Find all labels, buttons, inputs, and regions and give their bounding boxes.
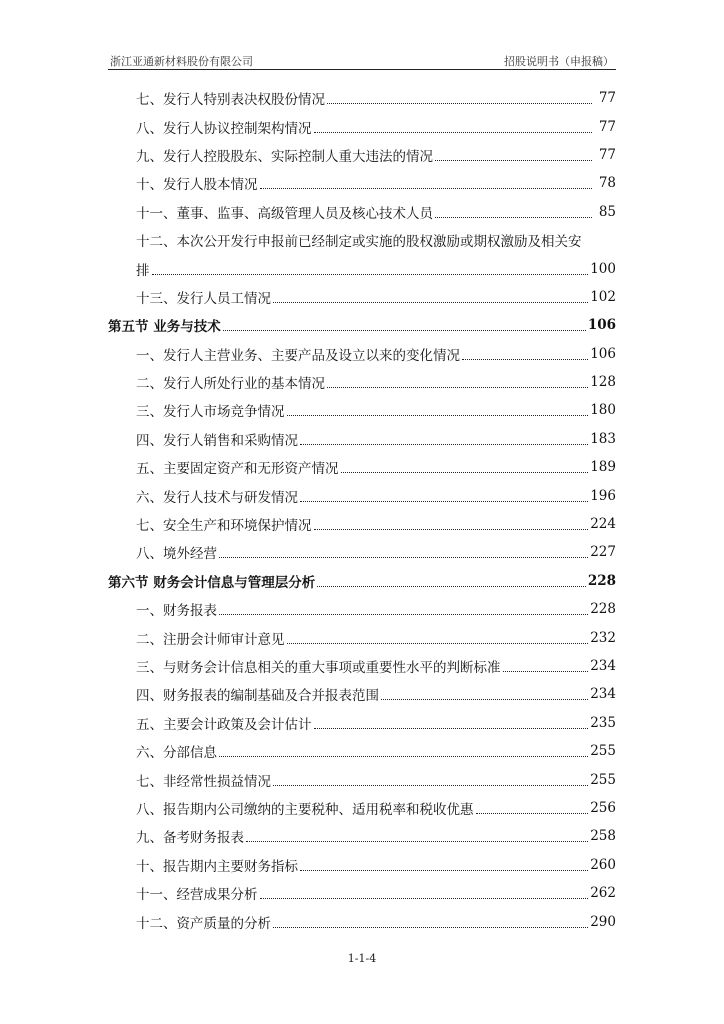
toc-entry-page-number: 290 <box>590 913 616 930</box>
table-of-contents <box>108 84 616 936</box>
toc-entry-title: 三、发行人市场竞争情况 <box>136 404 285 421</box>
toc-dot-leader <box>219 755 588 757</box>
toc-dot-leader <box>300 869 588 871</box>
toc-entry-page-number: 106 <box>587 317 616 334</box>
toc-entry-title: 八、境外经营 <box>136 546 217 563</box>
toc-section-entry[interactable] <box>108 737 616 765</box>
toc-entry-page-number: 260 <box>590 856 616 873</box>
toc-entry-page-number: 224 <box>590 516 616 533</box>
toc-section-entry[interactable] <box>108 226 616 254</box>
toc-entry-page-number: 234 <box>590 686 616 703</box>
toc-dot-leader <box>341 471 589 473</box>
toc-entry-title: 四、财务报表的编制基础及合并报表范围 <box>136 688 379 705</box>
toc-entry-title: 五、主要会计政策及会计估计 <box>136 716 312 733</box>
toc-dot-leader <box>287 642 589 644</box>
header-document-title: 招股说明书（申报稿） <box>504 55 614 68</box>
toc-section-entry[interactable] <box>108 198 616 226</box>
toc-entry-page-number: 227 <box>590 544 616 561</box>
toc-section-entry[interactable] <box>108 283 616 311</box>
header-company-name: 浙江亚通新材料股份有限公司 <box>110 55 253 68</box>
toc-dot-leader <box>260 897 589 899</box>
toc-entry-page-number: 228 <box>587 572 616 589</box>
toc-entry-title: 六、分部信息 <box>136 745 217 762</box>
toc-dot-leader <box>287 414 589 416</box>
toc-entry-title: 八、发行人协议控制架构情况 <box>136 120 312 137</box>
toc-section-entry[interactable] <box>108 879 616 907</box>
toc-entry-title: 十三、发行人员工情况 <box>136 290 271 307</box>
toc-dot-leader <box>260 187 593 189</box>
toc-entry-page-number: 228 <box>590 601 616 618</box>
toc-section-entry[interactable] <box>108 709 616 737</box>
toc-chapter-entry[interactable] <box>108 311 616 339</box>
toc-entry-title: 十、报告期内主要财务指标 <box>136 858 298 875</box>
toc-entry-title: 第五节 业务与技术 <box>108 319 221 336</box>
toc-dot-leader <box>152 273 589 275</box>
toc-entry-title: 第六节 财务会计信息与管理层分析 <box>108 574 316 591</box>
toc-entry-page-number: 234 <box>590 658 616 674</box>
toc-entry-page-number: 256 <box>590 799 616 816</box>
toc-entry-page-number: 85 <box>598 203 616 220</box>
toc-dot-leader <box>219 613 588 615</box>
toc-dot-leader <box>273 301 588 303</box>
toc-dot-leader <box>273 926 588 928</box>
toc-dot-leader <box>435 216 592 218</box>
toc-entry-title: 四、发行人销售和采购情况 <box>136 432 298 449</box>
toc-entry-title: 二、注册会计师审计意见 <box>136 631 285 648</box>
toc-section-entry[interactable] <box>108 510 616 538</box>
toc-section-entry[interactable] <box>108 112 616 140</box>
toc-entry-page-number: 262 <box>590 885 616 902</box>
toc-entry-page-number: 102 <box>590 288 616 305</box>
toc-entry-title: 七、发行人特别表决权股份情况 <box>136 92 325 109</box>
toc-section-entry[interactable] <box>108 368 616 396</box>
toc-entry-page-number: 255 <box>590 743 616 760</box>
toc-entry-title: 六、发行人技术与研发情况 <box>136 489 298 506</box>
toc-entry-page-number: 232 <box>590 629 616 646</box>
toc-dot-leader <box>314 727 589 729</box>
toc-entry-page-number: 106 <box>590 345 616 362</box>
toc-section-entry[interactable] <box>108 141 616 169</box>
toc-entry-page-number: 183 <box>590 430 616 447</box>
page-header <box>108 49 616 70</box>
toc-entry-page-number: 180 <box>590 402 616 419</box>
toc-entry-page-number: 128 <box>590 374 616 391</box>
toc-section-entry[interactable] <box>108 538 616 566</box>
toc-entry-title: 十一、经营成果分析 <box>136 887 258 904</box>
toc-entry-page-number: 77 <box>598 146 616 163</box>
toc-chapter-entry[interactable] <box>108 567 616 595</box>
toc-section-entry[interactable] <box>108 453 616 481</box>
toc-dot-leader <box>317 585 586 587</box>
toc-entry-page-number: 78 <box>598 175 616 192</box>
toc-entry-page-number: 100 <box>590 260 616 277</box>
toc-dot-leader <box>314 528 589 530</box>
toc-section-entry[interactable] <box>108 907 616 935</box>
toc-dot-leader <box>462 358 588 360</box>
toc-entry-title: 一、财务报表 <box>136 603 217 620</box>
toc-entry-title: 排 <box>136 262 150 279</box>
toc-section-entry[interactable] <box>108 680 616 708</box>
toc-entry-title: 九、备考财务报表 <box>136 830 244 847</box>
toc-section-entry[interactable] <box>108 340 616 368</box>
toc-entry-page-number: 77 <box>598 118 616 135</box>
toc-entry-title: 十、发行人股本情况 <box>136 177 258 194</box>
toc-entry-page-number: 235 <box>590 714 616 731</box>
toc-dot-leader <box>300 443 588 445</box>
toc-section-entry[interactable] <box>108 169 616 197</box>
toc-dot-leader <box>273 784 588 786</box>
toc-section-entry[interactable] <box>108 595 616 623</box>
toc-dot-leader <box>327 386 588 388</box>
toc-section-entry[interactable] <box>108 425 616 453</box>
toc-section-entry[interactable] <box>108 851 616 879</box>
toc-section-entry[interactable] <box>108 794 616 822</box>
toc-entry-page-number: 258 <box>590 828 616 845</box>
toc-entry-title: 八、报告期内公司缴纳的主要税种、适用税率和税收优惠 <box>136 801 474 818</box>
toc-section-entry[interactable] <box>108 623 616 651</box>
toc-entry-page-number: 255 <box>590 771 616 788</box>
toc-entry-page-number: 189 <box>590 459 616 476</box>
toc-section-entry[interactable] <box>108 822 616 850</box>
toc-section-entry[interactable] <box>108 765 616 793</box>
toc-entry-title: 十二、资产质量的分析 <box>136 915 271 932</box>
toc-entry-title: 七、非经常性损益情况 <box>136 773 271 790</box>
toc-section-entry[interactable] <box>108 254 616 282</box>
toc-entry-title: 二、发行人所处行业的基本情况 <box>136 376 325 393</box>
toc-section-entry[interactable] <box>108 652 616 680</box>
toc-entry-title: 三、与财务会计信息相关的重大事项或重要性水平的判断标准 <box>136 660 501 676</box>
toc-dot-leader <box>246 840 588 842</box>
toc-dot-leader <box>476 812 589 814</box>
toc-section-entry[interactable] <box>108 481 616 509</box>
toc-dot-leader <box>503 670 589 672</box>
toc-entry-page-number: 77 <box>598 90 616 107</box>
toc-dot-leader <box>381 698 588 700</box>
toc-dot-leader <box>314 131 593 133</box>
toc-dot-leader <box>435 159 592 161</box>
page-number: 1-1-4 <box>347 952 377 965</box>
toc-entry-title: 五、主要固定资产和无形资产情况 <box>136 461 339 478</box>
toc-section-entry[interactable] <box>108 84 616 112</box>
toc-dot-leader <box>300 500 588 502</box>
toc-entry-title: 九、发行人控股股东、实际控制人重大违法的情况 <box>136 148 433 165</box>
toc-dot-leader <box>223 329 586 331</box>
toc-entry-title: 十二、本次公开发行申报前已经制定或实施的股权激励或期权激励及相关安 <box>136 234 582 251</box>
toc-dot-leader <box>327 102 592 104</box>
toc-entry-title: 一、发行人主营业务、主要产品及设立以来的变化情况 <box>136 347 460 364</box>
toc-entry-page-number: 196 <box>590 487 616 504</box>
toc-section-entry[interactable] <box>108 396 616 424</box>
toc-dot-leader <box>219 556 588 558</box>
toc-entry-title: 七、安全生产和环境保护情况 <box>136 518 312 535</box>
toc-entry-title: 十一、董事、监事、高级管理人员及核心技术人员 <box>136 205 433 222</box>
